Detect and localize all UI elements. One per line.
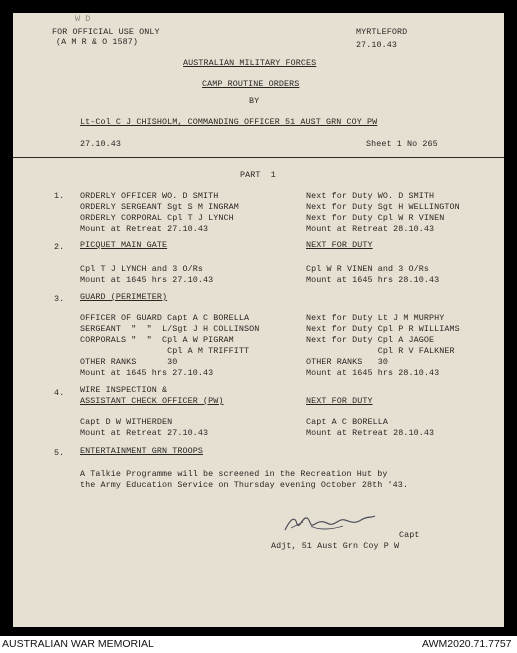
place: MYRTLEFORD — [356, 27, 408, 37]
s3-right-line: Next for Duty Lt J M MURPHY — [306, 313, 445, 323]
document-subtitle: CAMP ROUTINE ORDERS — [202, 79, 300, 89]
signatory-rank: Capt — [399, 530, 420, 540]
place-date: 27.10.43 — [356, 40, 398, 50]
part-heading: PART 1 — [240, 170, 276, 180]
s5-body-line: the Army Education Service on Thursday evening October 28th '43. — [80, 480, 409, 490]
s3-heading: GUARD (PERIMETER) — [80, 292, 168, 302]
s1-right-line: Next for Duty WO. D SMITH — [306, 191, 435, 201]
s2-right-heading: NEXT FOR DUTY — [306, 240, 373, 250]
classification: FOR OFFICIAL USE ONLY — [52, 27, 160, 37]
section-number: 1. — [54, 191, 65, 201]
s3-left-line: CORPORALS " " Cpl A W PIGRAM — [80, 335, 234, 345]
signatory-line: Adjt, 51 Aust Grn Coy P W — [271, 541, 400, 551]
header-divider — [13, 157, 504, 158]
s3-left-line: OFFICER OF GUARD Capt A C BORELLA — [80, 313, 250, 323]
s2-left-line: Cpl T J LYNCH and 3 O/Rs — [80, 264, 204, 274]
section-number: 5. — [54, 448, 65, 458]
s1-left-line: ORDERLY CORPORAL Cpl T J LYNCH — [80, 213, 234, 223]
s3-right-line: Next for Duty Cpl A JAGOE — [306, 335, 435, 345]
s3-left-line: SERGEANT " " L/Sgt J H COLLINSON — [80, 324, 260, 334]
s4-heading-line2: ASSISTANT CHECK OFFICER (PW) — [80, 396, 224, 406]
s4-right-heading: NEXT FOR DUTY — [306, 396, 373, 406]
section-number: 4. — [54, 388, 65, 398]
by-label: BY — [249, 96, 260, 106]
s4-right-line: Capt A C BORELLA — [306, 417, 389, 427]
s2-left-line: Mount at 1645 hrs 27.10.43 — [80, 275, 214, 285]
footer-accession: AWM2020.71.7757 — [422, 638, 512, 650]
section-number: 3. — [54, 294, 65, 304]
s3-right-line: Cpl R V FALKNER — [306, 346, 455, 356]
s3-right-line: Next for Duty Cpl P R WILLIAMS — [306, 324, 460, 334]
s5-body-line: A Talkie Programme will be screened in the Recreation Hut by — [80, 469, 388, 479]
s3-right-line: Mount at 1645 hrs 28.10.43 — [306, 368, 440, 378]
s1-right-line: Next for Duty Sgt H WELLINGTON — [306, 202, 460, 212]
s3-left-line: OTHER RANKS 30 — [80, 357, 178, 367]
sheet-number: Sheet 1 No 265 — [366, 139, 438, 149]
s3-right-line: OTHER RANKS 30 — [306, 357, 389, 367]
s4-left-line: Mount at Retreat 27.10.43 — [80, 428, 209, 438]
order-date: 27.10.43 — [80, 139, 122, 149]
s1-right-line: Mount at Retreat 28.10.43 — [306, 224, 435, 234]
s2-right-line: Cpl W R VINEN and 3 O/Rs — [306, 264, 430, 274]
s1-left-line: ORDERLY SERGEANT Sgt S M INGRAM — [80, 202, 239, 212]
document-title: AUSTRALIAN MILITARY FORCES — [183, 58, 317, 68]
s2-right-line: Mount at 1645 hrs 28.10.43 — [306, 275, 440, 285]
s5-heading: ENTERTAINMENT GRN TROOPS — [80, 446, 204, 456]
commanding-officer: Lt-Col C J CHISHOLM, COMMANDING OFFICER 51 AUST GRN COY PW — [80, 117, 378, 127]
s3-left-line: Mount at 1645 hrs 27.10.43 — [80, 368, 214, 378]
s1-left-line: ORDERLY OFFICER WO. D SMITH — [80, 191, 219, 201]
s3-left-line: Cpl A M TRIFFITT — [80, 346, 250, 356]
handwritten-signature — [281, 510, 381, 536]
file-stamp: W D — [75, 14, 91, 24]
authority: (A M R & O 1587) — [56, 37, 139, 47]
s1-right-line: Next for Duty Cpl W R VINEN — [306, 213, 445, 223]
s4-right-line: Mount at Retreat 28.10.43 — [306, 428, 435, 438]
s4-left-line: Capt D W WITHERDEN — [80, 417, 173, 427]
s2-heading: PICQUET MAIN GATE — [80, 240, 168, 250]
s4-heading-line1: WIRE INSPECTION & — [80, 385, 168, 395]
archive-footer — [0, 636, 517, 653]
s1-left-line: Mount at Retreat 27.10.43 — [80, 224, 209, 234]
footer-institution: AUSTRALIAN WAR MEMORIAL — [2, 638, 154, 650]
document-page — [13, 13, 504, 627]
section-number: 2. — [54, 242, 65, 252]
